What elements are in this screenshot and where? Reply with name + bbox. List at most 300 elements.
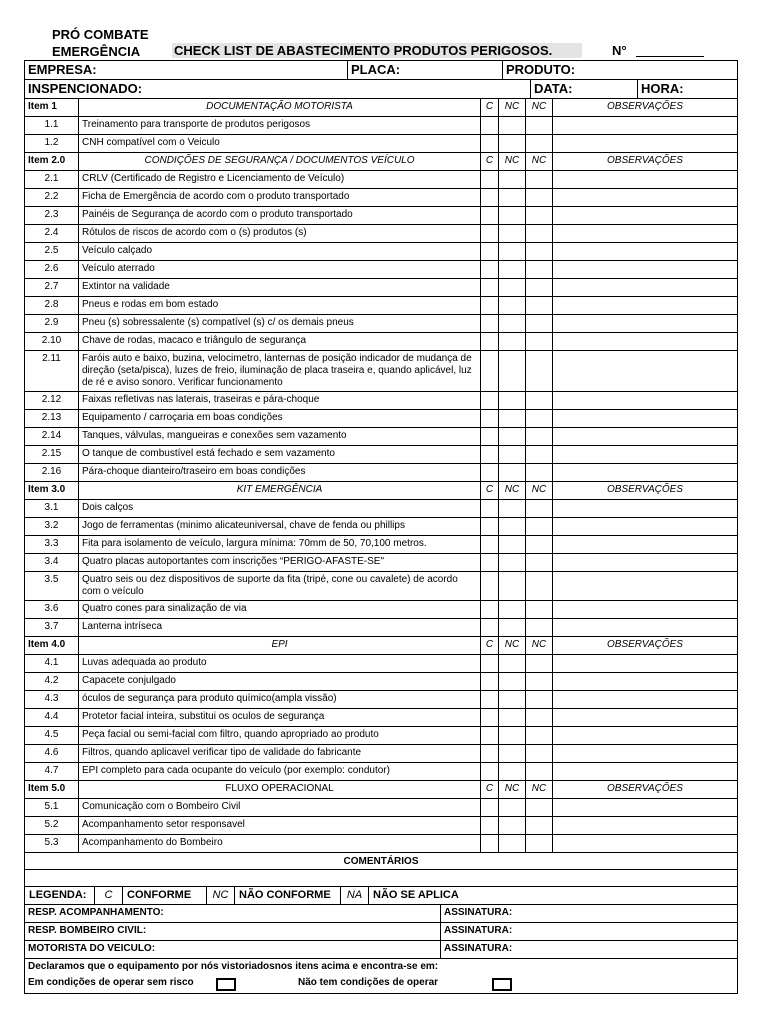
legend-c-text: CONFORME — [123, 887, 207, 904]
item-description: Tanques, válvulas, mangueiras e conexões sem vazamento — [79, 428, 481, 445]
role-label: RESP. BOMBEIRO CIVIL: — [25, 923, 441, 940]
section-header — [25, 781, 737, 799]
observacoes-cell[interactable] — [553, 333, 737, 350]
checklist-row — [25, 351, 737, 392]
nc2-cell[interactable] — [526, 673, 553, 690]
checklist-form — [24, 60, 738, 994]
c-cell[interactable] — [481, 117, 499, 134]
checklist-row — [25, 297, 737, 315]
col-nc-header: NC — [499, 99, 526, 116]
header-row-2 — [25, 80, 737, 99]
nc2-cell[interactable] — [526, 500, 553, 517]
col-c-header: C — [481, 637, 499, 654]
item-description: Ficha de Emergência de acordo com o produto transportado — [79, 189, 481, 206]
item-number: 5.1 — [25, 799, 79, 816]
c-cell[interactable] — [481, 446, 499, 463]
nc-cell[interactable] — [499, 727, 526, 744]
observacoes-cell[interactable] — [553, 554, 737, 571]
item-description: EPI completo para cada ocupante do veículo (por exemplo: condutor) — [79, 763, 481, 780]
c-cell[interactable] — [481, 261, 499, 278]
checklist-row — [25, 673, 737, 691]
nc2-cell[interactable] — [526, 709, 553, 726]
item-number: 2.3 — [25, 207, 79, 224]
inspecionado-field[interactable]: INSPENCIONADO: — [28, 81, 143, 96]
data-field[interactable]: DATA: — [530, 80, 637, 98]
c-cell[interactable] — [481, 243, 499, 260]
checklist-row — [25, 225, 737, 243]
col-nc-header: NC — [499, 153, 526, 170]
item-number: 5.3 — [25, 835, 79, 852]
section-title: KIT EMERGÊNCIA — [79, 482, 481, 499]
checklist-row — [25, 763, 737, 781]
nc2-cell[interactable] — [526, 572, 553, 600]
col-observacoes-header: OBSERVAÇÕES — [607, 484, 683, 495]
nc-cell[interactable] — [499, 333, 526, 350]
observacoes-cell[interactable] — [553, 518, 737, 535]
col-c-header: C — [481, 781, 499, 798]
c-cell[interactable] — [481, 572, 499, 600]
legend-nc-text: NÃO CONFORME — [235, 887, 341, 904]
c-cell[interactable] — [481, 225, 499, 242]
checklist-row — [25, 709, 737, 727]
item-description: Pára-choque dianteiro/traseiro em boas condições — [79, 464, 481, 481]
c-cell[interactable] — [481, 835, 499, 852]
item-description: Extintor na validade — [79, 279, 481, 296]
document-title: CHECK LIST DE ABASTECIMENTO PRODUTOS PERIGOSOS. — [172, 43, 582, 58]
nc-cell[interactable] — [499, 117, 526, 134]
observacoes-cell[interactable] — [553, 464, 737, 481]
checklist-row — [25, 464, 737, 482]
observacoes-cell[interactable] — [553, 745, 737, 762]
section-code: Item 2.0 — [25, 153, 79, 170]
legend-nc-code: NC — [207, 887, 235, 904]
hora-field[interactable]: HORA: — [637, 80, 737, 98]
checklist-row — [25, 315, 737, 333]
condition-ok-label: Em condições de operar sem risco — [28, 977, 194, 988]
observacoes-cell[interactable] — [553, 835, 737, 852]
c-cell[interactable] — [481, 392, 499, 409]
col-nc-header: NC — [499, 482, 526, 499]
item-description: Quatro cones para sinalização de via — [79, 601, 481, 618]
checklist-row — [25, 655, 737, 673]
declaration-text: Declaramos que o equipamento por nós vistoriadosnos itens acima e encontra-se em: — [28, 961, 439, 972]
brand-line-1: PRÓ COMBATE — [52, 27, 149, 42]
item-description: Peça facial ou semi-facial com filtro, quando apropriado ao produto — [79, 727, 481, 744]
nc2-cell[interactable] — [526, 243, 553, 260]
nc2-cell[interactable] — [526, 446, 553, 463]
checklist-row — [25, 333, 737, 351]
nc-cell[interactable] — [499, 171, 526, 188]
legend-label: LEGENDA: — [25, 887, 95, 904]
nc-cell[interactable] — [499, 799, 526, 816]
signature-row — [25, 905, 737, 923]
observacoes-cell[interactable] — [553, 655, 737, 672]
observacoes-cell[interactable] — [553, 727, 737, 744]
item-description: Acompanhamento setor responsavel — [79, 817, 481, 834]
legend — [25, 887, 737, 905]
item-number: 4.6 — [25, 745, 79, 762]
nc-cell[interactable] — [499, 297, 526, 314]
observacoes-cell[interactable] — [553, 189, 737, 206]
observacoes-cell[interactable] — [553, 315, 737, 332]
observacoes-cell[interactable] — [553, 500, 737, 517]
nc2-cell[interactable] — [526, 799, 553, 816]
c-cell[interactable] — [481, 727, 499, 744]
nc2-cell[interactable] — [526, 691, 553, 708]
checklist-row — [25, 428, 737, 446]
item-number: 2.1 — [25, 171, 79, 188]
item-number: 2.13 — [25, 410, 79, 427]
checklist-row — [25, 446, 737, 464]
nc-cell[interactable] — [499, 428, 526, 445]
c-cell[interactable] — [481, 763, 499, 780]
nc2-cell[interactable] — [526, 351, 553, 391]
observacoes-cell[interactable] — [553, 817, 737, 834]
nc2-cell[interactable] — [526, 135, 553, 152]
item-number: 2.15 — [25, 446, 79, 463]
observacoes-cell[interactable] — [553, 225, 737, 242]
nc2-cell[interactable] — [526, 727, 553, 744]
nc2-cell[interactable] — [526, 117, 553, 134]
item-number: 5.2 — [25, 817, 79, 834]
nc2-cell[interactable] — [526, 619, 553, 636]
c-cell[interactable] — [481, 279, 499, 296]
section-header — [25, 482, 737, 500]
item-description: CNH compatível com o Veiculo — [79, 135, 481, 152]
role-label: RESP. ACOMPANHAMENTO: — [25, 905, 441, 922]
checklist-row — [25, 745, 737, 763]
checklist-row — [25, 171, 737, 189]
brand-name — [52, 26, 149, 60]
item-description: Painéis de Segurança de acordo com o produto transportado — [79, 207, 481, 224]
nc2-cell[interactable] — [526, 225, 553, 242]
section-title: DOCUMENTAÇÃO MOTORISTA — [79, 99, 481, 116]
nc2-cell[interactable] — [526, 171, 553, 188]
item-description: Equipamento / carroçaria em boas condições — [79, 410, 481, 427]
item-number: 3.7 — [25, 619, 79, 636]
c-cell[interactable] — [481, 817, 499, 834]
nc2-cell[interactable] — [526, 189, 553, 206]
nc-cell[interactable] — [499, 817, 526, 834]
item-number: 4.7 — [25, 763, 79, 780]
nc-cell[interactable] — [499, 518, 526, 535]
c-cell[interactable] — [481, 673, 499, 690]
section-title: FLUXO OPERACIONAL — [79, 781, 481, 798]
item-description: O tanque de combustível está fechado e sem vazamento — [79, 446, 481, 463]
item-description: CRLV (Certificado de Registro e Licenciamento de Veículo) — [79, 171, 481, 188]
nc-cell[interactable] — [499, 536, 526, 553]
observacoes-cell[interactable] — [553, 709, 737, 726]
section-code: Item 5.0 — [25, 781, 79, 798]
observacoes-cell[interactable] — [553, 261, 737, 278]
placa-field[interactable]: PLACA: — [347, 61, 502, 79]
checklist-row — [25, 207, 737, 225]
observacoes-cell[interactable] — [553, 619, 737, 636]
item-description: Quatro placas autoportantes com inscrições “PERIGO-AFASTE-SE" — [79, 554, 481, 571]
item-number: 2.14 — [25, 428, 79, 445]
observacoes-cell[interactable] — [553, 673, 737, 690]
nc-cell[interactable] — [499, 392, 526, 409]
c-cell[interactable] — [481, 428, 499, 445]
checklist-row — [25, 572, 737, 601]
nc2-cell[interactable] — [526, 745, 553, 762]
signature-field[interactable]: ASSINATURA: — [444, 907, 513, 918]
c-cell[interactable] — [481, 745, 499, 762]
checklist-row — [25, 835, 737, 853]
nc2-cell[interactable] — [526, 410, 553, 427]
nc2-cell[interactable] — [526, 279, 553, 296]
item-number: 2.4 — [25, 225, 79, 242]
nc-cell[interactable] — [499, 189, 526, 206]
observacoes-cell[interactable] — [553, 691, 737, 708]
item-number: 3.1 — [25, 500, 79, 517]
nc-cell[interactable] — [499, 601, 526, 618]
col-nc2-header: NC — [526, 781, 553, 798]
c-cell[interactable] — [481, 601, 499, 618]
c-cell[interactable] — [481, 536, 499, 553]
col-nc2-header: NC — [526, 99, 553, 116]
observacoes-cell[interactable] — [553, 536, 737, 553]
c-cell[interactable] — [481, 464, 499, 481]
item-description: Faixas refletivas nas laterais, traseiras e pára-choque — [79, 392, 481, 409]
nc-cell[interactable] — [499, 500, 526, 517]
c-cell[interactable] — [481, 691, 499, 708]
nc2-cell[interactable] — [526, 333, 553, 350]
c-cell[interactable] — [481, 500, 499, 517]
nc-cell[interactable] — [499, 410, 526, 427]
checklist-row — [25, 817, 737, 835]
checklist-row — [25, 601, 737, 619]
nc2-cell[interactable] — [526, 297, 553, 314]
checklist-row — [25, 392, 737, 410]
col-nc2-header: NC — [526, 153, 553, 170]
nc-cell[interactable] — [499, 572, 526, 600]
section-code: Item 3.0 — [25, 482, 79, 499]
nc-cell[interactable] — [499, 315, 526, 332]
c-cell[interactable] — [481, 207, 499, 224]
section-header — [25, 637, 737, 655]
col-c-header: C — [481, 482, 499, 499]
c-cell[interactable] — [481, 655, 499, 672]
number-label: N° — [612, 43, 627, 58]
c-cell[interactable] — [481, 297, 499, 314]
nc2-cell[interactable] — [526, 464, 553, 481]
number-field[interactable] — [636, 56, 704, 57]
col-c-header: C — [481, 153, 499, 170]
checklist-row — [25, 261, 737, 279]
item-description: Dois calços — [79, 500, 481, 517]
item-number: 2.11 — [25, 351, 79, 391]
nc2-cell[interactable] — [526, 315, 553, 332]
item-description: Acompanhamento do Bombeiro — [79, 835, 481, 852]
c-cell[interactable] — [481, 410, 499, 427]
item-number: 4.5 — [25, 727, 79, 744]
observacoes-cell[interactable] — [553, 351, 737, 391]
item-description: Luvas adequada ao produto — [79, 655, 481, 672]
item-number: 2.12 — [25, 392, 79, 409]
observacoes-cell[interactable] — [553, 135, 737, 152]
condition-ok-checkbox[interactable] — [216, 978, 236, 991]
c-cell[interactable] — [481, 518, 499, 535]
section-title: CONDIÇÕES DE SEGURANÇA / DOCUMENTOS VEÍCULO — [79, 153, 481, 170]
observacoes-cell[interactable] — [553, 601, 737, 618]
nc2-cell[interactable] — [526, 392, 553, 409]
nc-cell[interactable] — [499, 207, 526, 224]
item-description: Lanterna intríseca — [79, 619, 481, 636]
condition-row — [25, 975, 737, 993]
nc-cell[interactable] — [499, 745, 526, 762]
checklist-row — [25, 243, 737, 261]
checklist-row — [25, 135, 737, 153]
item-description: Veículo calçado — [79, 243, 481, 260]
comments-field[interactable] — [25, 870, 737, 887]
section-header — [25, 99, 737, 117]
checklist-row — [25, 279, 737, 297]
observacoes-cell[interactable] — [553, 243, 737, 260]
c-cell[interactable] — [481, 619, 499, 636]
item-description: Treinamento para transporte de produtos perigosos — [79, 117, 481, 134]
item-description: Faróis auto e baixo, buzina, velocimetro, lanternas de posição indicador de mudança de direção (seta/pisca), luzes de freio, iluminação de placa traseira e, quando aplicável, luz de ré e aviso sonoro. Verificar funcionamento — [79, 351, 481, 391]
role-label: MOTORISTA DO VEICULO: — [25, 941, 441, 958]
nc-cell[interactable] — [499, 135, 526, 152]
c-cell[interactable] — [481, 554, 499, 571]
observacoes-cell[interactable] — [553, 763, 737, 780]
item-number: 1.2 — [25, 135, 79, 152]
nc-cell[interactable] — [499, 554, 526, 571]
item-number: 3.6 — [25, 601, 79, 618]
empresa-field[interactable]: EMPRESA: — [28, 62, 97, 77]
item-description: Quatro seis ou dez dispositivos de suporte da fita (tripé, cone ou cavalete) de acordo com o veículo — [79, 572, 481, 600]
observacoes-cell[interactable] — [553, 428, 737, 445]
signature-row — [25, 941, 737, 959]
checklist-row — [25, 727, 737, 745]
c-cell[interactable] — [481, 189, 499, 206]
col-c-header: C — [481, 99, 499, 116]
observacoes-cell[interactable] — [553, 297, 737, 314]
nc-cell[interactable] — [499, 619, 526, 636]
signature-field[interactable]: ASSINATURA: — [444, 943, 513, 954]
c-cell[interactable] — [481, 135, 499, 152]
nc-cell[interactable] — [499, 351, 526, 391]
produto-field[interactable]: PRODUTO: — [502, 61, 737, 79]
nc-cell[interactable] — [499, 709, 526, 726]
item-number: 4.1 — [25, 655, 79, 672]
c-cell[interactable] — [481, 799, 499, 816]
observacoes-cell[interactable] — [553, 410, 737, 427]
nc2-cell[interactable] — [526, 817, 553, 834]
item-description: Filtros, quando aplicavel verificar tipo de validade do fabricante — [79, 745, 481, 762]
section-title: EPI — [79, 637, 481, 654]
header-row-1 — [25, 61, 737, 80]
section-header — [25, 153, 737, 171]
item-description: Jogo de ferramentas (minimo alicateuniversal, chave de fenda ou phillips — [79, 518, 481, 535]
item-description: Chave de rodas, macaco e triângulo de segurança — [79, 333, 481, 350]
legend-na-code: NA — [341, 887, 369, 904]
nc2-cell[interactable] — [526, 763, 553, 780]
observacoes-cell[interactable] — [553, 572, 737, 600]
item-number: 2.6 — [25, 261, 79, 278]
nc2-cell[interactable] — [526, 601, 553, 618]
condition-not-checkbox[interactable] — [492, 978, 512, 991]
nc-cell[interactable] — [499, 673, 526, 690]
observacoes-cell[interactable] — [553, 446, 737, 463]
checklist-row — [25, 619, 737, 637]
c-cell[interactable] — [481, 709, 499, 726]
item-description: Capacete conjulgado — [79, 673, 481, 690]
item-number: 1.1 — [25, 117, 79, 134]
item-number: 3.2 — [25, 518, 79, 535]
nc2-cell[interactable] — [526, 261, 553, 278]
checklist-row — [25, 189, 737, 207]
condition-not-label: Não tem condições de operar — [298, 977, 439, 988]
checklist-row — [25, 799, 737, 817]
observacoes-cell[interactable] — [553, 392, 737, 409]
nc-cell[interactable] — [499, 835, 526, 852]
observacoes-cell[interactable] — [553, 207, 737, 224]
signature-row — [25, 923, 737, 941]
checklist-row — [25, 554, 737, 572]
item-number: 2.7 — [25, 279, 79, 296]
nc-cell[interactable] — [499, 655, 526, 672]
col-nc2-header: NC — [526, 482, 553, 499]
nc-cell[interactable] — [499, 261, 526, 278]
col-nc-header: NC — [499, 781, 526, 798]
item-description: Comunicação com o Bombeiro Civil — [79, 799, 481, 816]
col-observacoes-header: OBSERVAÇÕES — [607, 783, 683, 794]
nc2-cell[interactable] — [526, 835, 553, 852]
nc-cell[interactable] — [499, 243, 526, 260]
checklist-row — [25, 410, 737, 428]
c-cell[interactable] — [481, 171, 499, 188]
nc2-cell[interactable] — [526, 207, 553, 224]
item-number: 2.8 — [25, 297, 79, 314]
section-code: Item 1 — [25, 99, 79, 116]
observacoes-cell[interactable] — [553, 117, 737, 134]
item-number: 2.16 — [25, 464, 79, 481]
nc2-cell[interactable] — [526, 655, 553, 672]
item-number: 4.2 — [25, 673, 79, 690]
item-number: 2.10 — [25, 333, 79, 350]
c-cell[interactable] — [481, 315, 499, 332]
col-observacoes-header: OBSERVAÇÕES — [607, 639, 683, 650]
nc-cell[interactable] — [499, 225, 526, 242]
item-number: 2.2 — [25, 189, 79, 206]
col-nc-header: NC — [499, 637, 526, 654]
signature-field[interactable]: ASSINATURA: — [444, 925, 513, 936]
observacoes-cell[interactable] — [553, 799, 737, 816]
nc2-cell[interactable] — [526, 554, 553, 571]
observacoes-cell[interactable] — [553, 171, 737, 188]
col-nc2-header: NC — [526, 637, 553, 654]
observacoes-cell[interactable] — [553, 279, 737, 296]
nc2-cell[interactable] — [526, 518, 553, 535]
nc2-cell[interactable] — [526, 536, 553, 553]
comments-title: COMENTÁRIOS — [25, 853, 737, 870]
checklist-sections — [25, 99, 737, 853]
c-cell[interactable] — [481, 333, 499, 350]
nc2-cell[interactable] — [526, 428, 553, 445]
item-description: Protetor facial inteira, substitui os oculos de segurança — [79, 709, 481, 726]
item-number: 4.3 — [25, 691, 79, 708]
item-number: 2.5 — [25, 243, 79, 260]
nc-cell[interactable] — [499, 446, 526, 463]
nc-cell[interactable] — [499, 279, 526, 296]
checklist-row — [25, 500, 737, 518]
nc-cell[interactable] — [499, 691, 526, 708]
nc-cell[interactable] — [499, 763, 526, 780]
nc-cell[interactable] — [499, 464, 526, 481]
c-cell[interactable] — [481, 351, 499, 391]
